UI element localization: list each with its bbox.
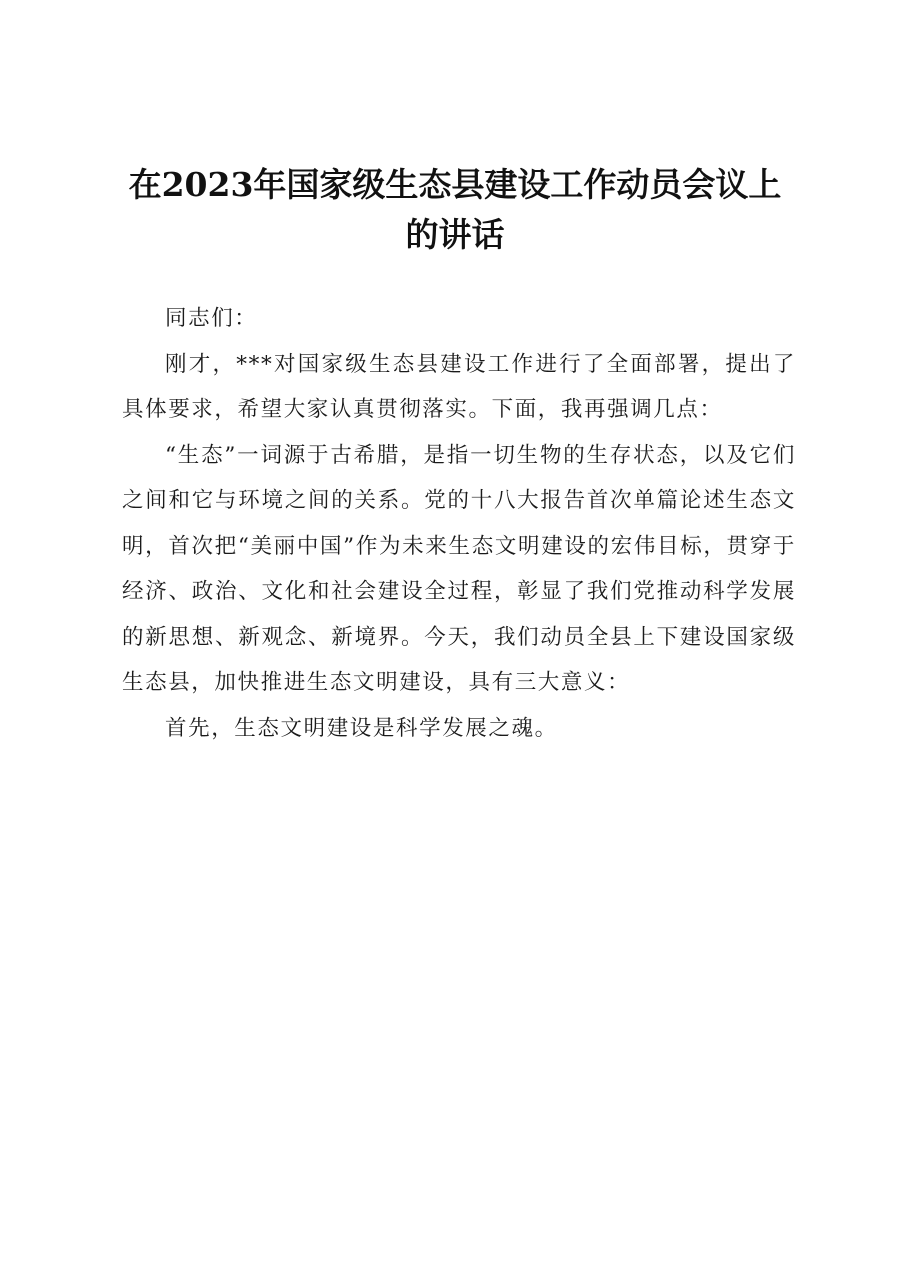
title-line-1: 在2023年国家级生态县建设工作动员会议上 <box>128 165 782 204</box>
document-title <box>110 160 800 260</box>
document-body <box>122 296 796 751</box>
paragraph-ecology: “生态”一词源于古希腊，是指一切生物的生存状态，以及它们之间和它与环境之间的关系。党的十八大报告首次单篇论述生态文明，首次把“美丽中国”作为未来生态文明建设的宏伟目标，贯穿于经济、政治、文化和社会建设全过程，彰显了我们党推动科学发展的新思想、新观念、新境界。今天，我们动员全县上下建设国家级生态县，加快推进生态文明建设，具有三大意义： <box>122 442 796 695</box>
title-line-2: 的讲话 <box>405 215 505 254</box>
paragraph-first-point: 首先，生态文明建设是科学发展之魂。 <box>165 715 558 741</box>
salutation: 同志们： <box>165 306 258 331</box>
paragraph-intro: 刚才，***对国家级生态县建设工作进行了全面部署，提出了具体要求，希望大家认真贯彻落实。下面，我再强调几点： <box>122 351 796 422</box>
